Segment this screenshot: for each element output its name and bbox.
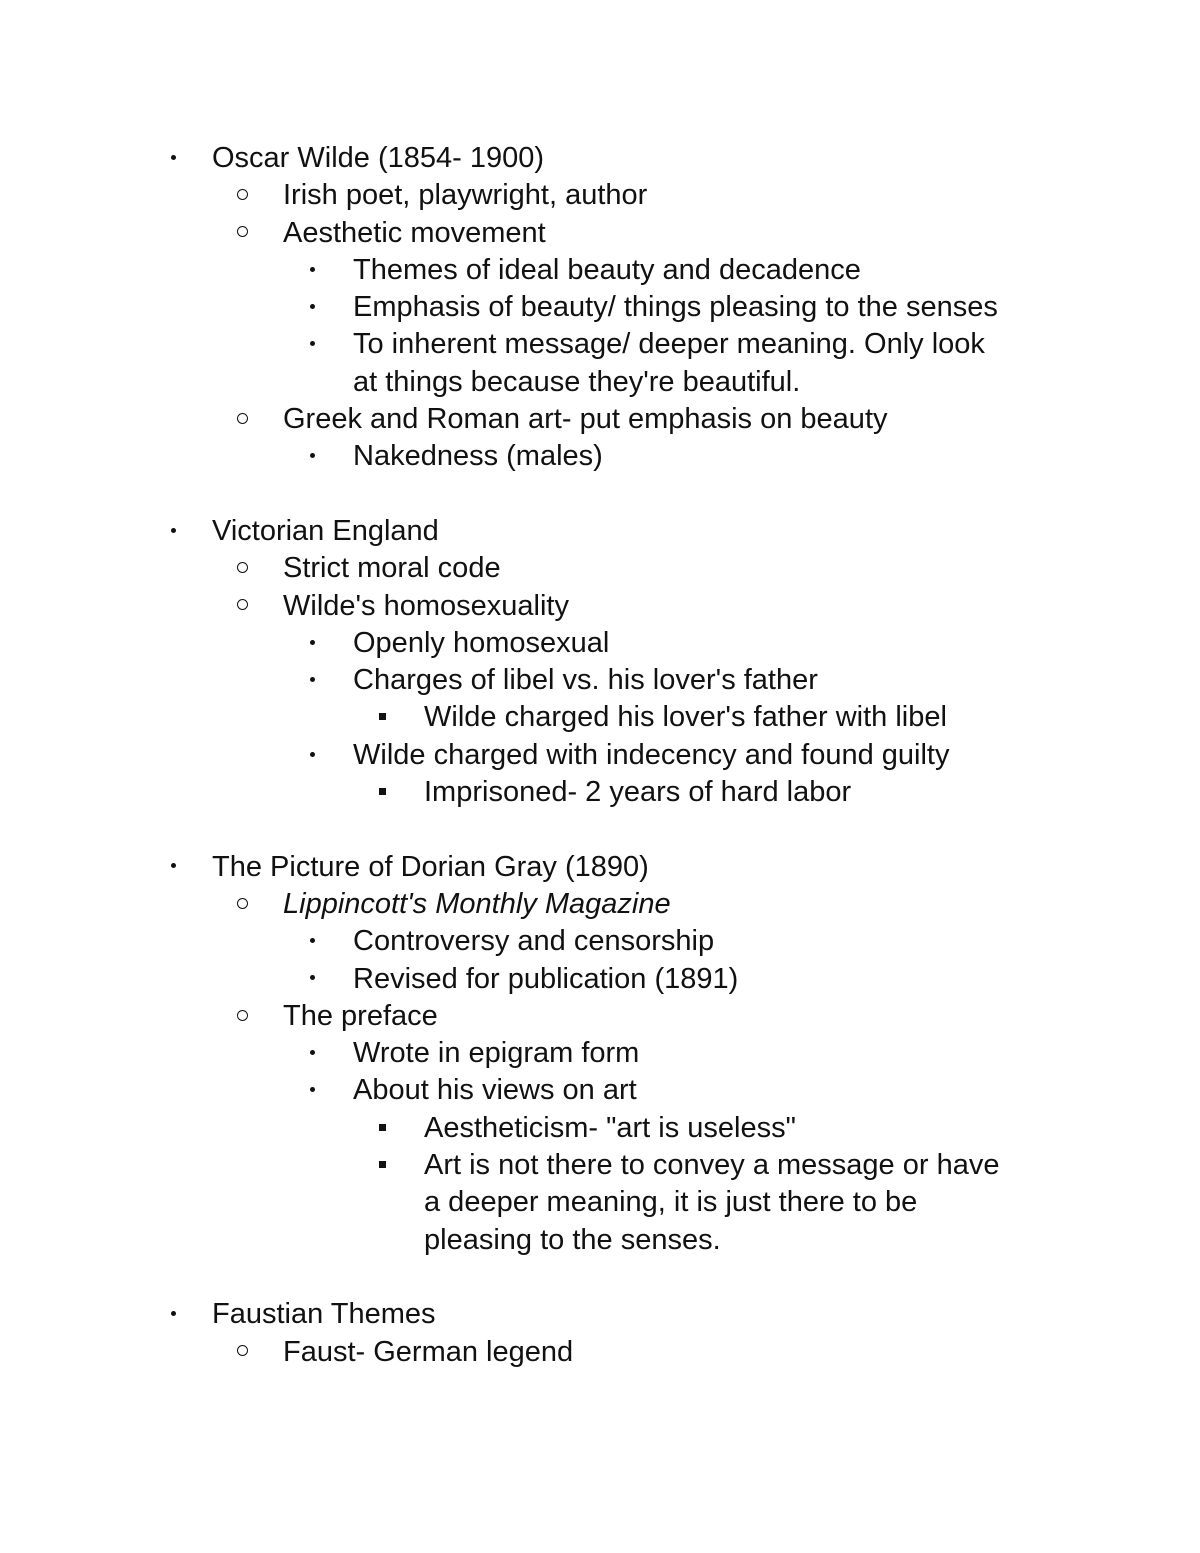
- item-text: Imprisoned- 2 years of hard labor: [424, 776, 852, 809]
- outline-item: [0, 140, 1200, 177]
- outline-item-continuation: [0, 1184, 1200, 1221]
- outline-item: [0, 401, 1200, 438]
- item-text: pleasing to the senses.: [424, 1223, 721, 1256]
- item-text: Wilde charged his lover's father with libel: [424, 701, 947, 734]
- item-text: About his views on art: [353, 1074, 637, 1107]
- bullet-dot-icon: [297, 662, 327, 699]
- outline-item: [0, 1072, 1200, 1109]
- outline-item: [0, 923, 1200, 960]
- item-text: Art is not there to convey a message or have: [424, 1149, 1000, 1182]
- item-text: Faust- German legend: [283, 1335, 574, 1368]
- outline-item: [0, 1334, 1200, 1371]
- item-text: Nakedness (males): [353, 440, 603, 473]
- outline-item: [0, 849, 1200, 886]
- bullet-dot-icon: [158, 1296, 188, 1333]
- outline-item: [0, 886, 1200, 923]
- item-text: Charges of libel vs. his lover's father: [353, 664, 818, 697]
- outline-item: [0, 1110, 1200, 1147]
- item-text: Openly homosexual: [353, 626, 610, 659]
- bullet-circle-icon: [227, 998, 257, 1035]
- item-text: a deeper meaning, it is just there to be: [424, 1186, 918, 1219]
- bullet-circle-icon: [227, 215, 257, 252]
- item-text: Strict moral code: [283, 552, 501, 585]
- item-text: Greek and Roman art- put emphasis on beauty: [283, 403, 888, 436]
- item-text: Irish poet, playwright, author: [283, 179, 648, 212]
- outline-item: [0, 699, 1200, 736]
- outline-item-continuation: [0, 1222, 1200, 1259]
- outline-item: [0, 774, 1200, 811]
- item-text: Controversy and censorship: [353, 925, 715, 958]
- bullet-circle-icon: [227, 1334, 257, 1371]
- bullet-circle-icon: [227, 588, 257, 625]
- outline-item: [0, 588, 1200, 625]
- item-text: Revised for publication (1891): [353, 962, 739, 995]
- outline-item: [0, 326, 1200, 363]
- bullet-dot-icon: [297, 1072, 327, 1109]
- bullet-dot-icon: [297, 252, 327, 289]
- outline-item: [0, 737, 1200, 774]
- item-text: Wilde's homosexuality: [283, 589, 569, 622]
- bullet-dot-icon: [158, 513, 188, 550]
- item-text: Wrote in epigram form: [353, 1037, 640, 1070]
- section-heading: Faustian Themes: [212, 1298, 436, 1331]
- bullet-dot-icon: [297, 438, 327, 475]
- item-text: Themes of ideal beauty and decadence: [353, 253, 861, 286]
- section-heading: Victorian England: [212, 514, 439, 547]
- item-text: Wilde charged with indecency and found guilty: [353, 738, 950, 771]
- outline-item: [0, 438, 1200, 475]
- bullet-dot-icon: [297, 625, 327, 662]
- item-text: To inherent message/ deeper meaning. Only look: [353, 328, 985, 361]
- bullet-dot-icon: [297, 326, 327, 363]
- outline-item: [0, 998, 1200, 1035]
- bullet-dot-icon: [297, 737, 327, 774]
- magazine-title: Lippincott's Monthly Magazine: [283, 887, 671, 920]
- section-heading: The Picture of Dorian Gray (1890): [212, 850, 649, 883]
- bullet-square-icon: [367, 699, 397, 736]
- outline-item: [0, 215, 1200, 252]
- bullet-square-icon: [367, 1110, 397, 1147]
- notes-page: [0, 140, 1200, 1371]
- outline-item: [0, 1296, 1200, 1333]
- bullet-dot-icon: [158, 140, 188, 177]
- item-text: The preface: [283, 999, 438, 1032]
- outline-item: [0, 625, 1200, 662]
- outline-item: [0, 177, 1200, 214]
- outline-item-continuation: [0, 364, 1200, 401]
- outline-item: [0, 662, 1200, 699]
- item-text: Aesthetic movement: [283, 216, 546, 249]
- item-text: Emphasis of beauty/ things pleasing to the senses: [353, 291, 998, 324]
- outline-item: [0, 513, 1200, 550]
- outline-item: [0, 961, 1200, 998]
- outline-item: [0, 289, 1200, 326]
- bullet-dot-icon: [297, 1035, 327, 1072]
- bullet-circle-icon: [227, 886, 257, 923]
- outline-item: [0, 1147, 1200, 1184]
- bullet-square-icon: [367, 774, 397, 811]
- section-heading: Oscar Wilde (1854- 1900): [212, 142, 545, 174]
- outline-item: [0, 1035, 1200, 1072]
- outline-item: [0, 550, 1200, 587]
- bullet-dot-icon: [158, 849, 188, 886]
- bullet-dot-icon: [297, 289, 327, 326]
- bullet-dot-icon: [297, 923, 327, 960]
- bullet-square-icon: [367, 1147, 397, 1184]
- bullet-circle-icon: [227, 401, 257, 438]
- bullet-circle-icon: [227, 177, 257, 214]
- item-text: Aestheticism- "art is useless": [424, 1111, 796, 1144]
- bullet-dot-icon: [297, 961, 327, 998]
- outline-item: [0, 252, 1200, 289]
- bullet-circle-icon: [227, 550, 257, 587]
- item-text: at things because they're beautiful.: [353, 365, 801, 398]
